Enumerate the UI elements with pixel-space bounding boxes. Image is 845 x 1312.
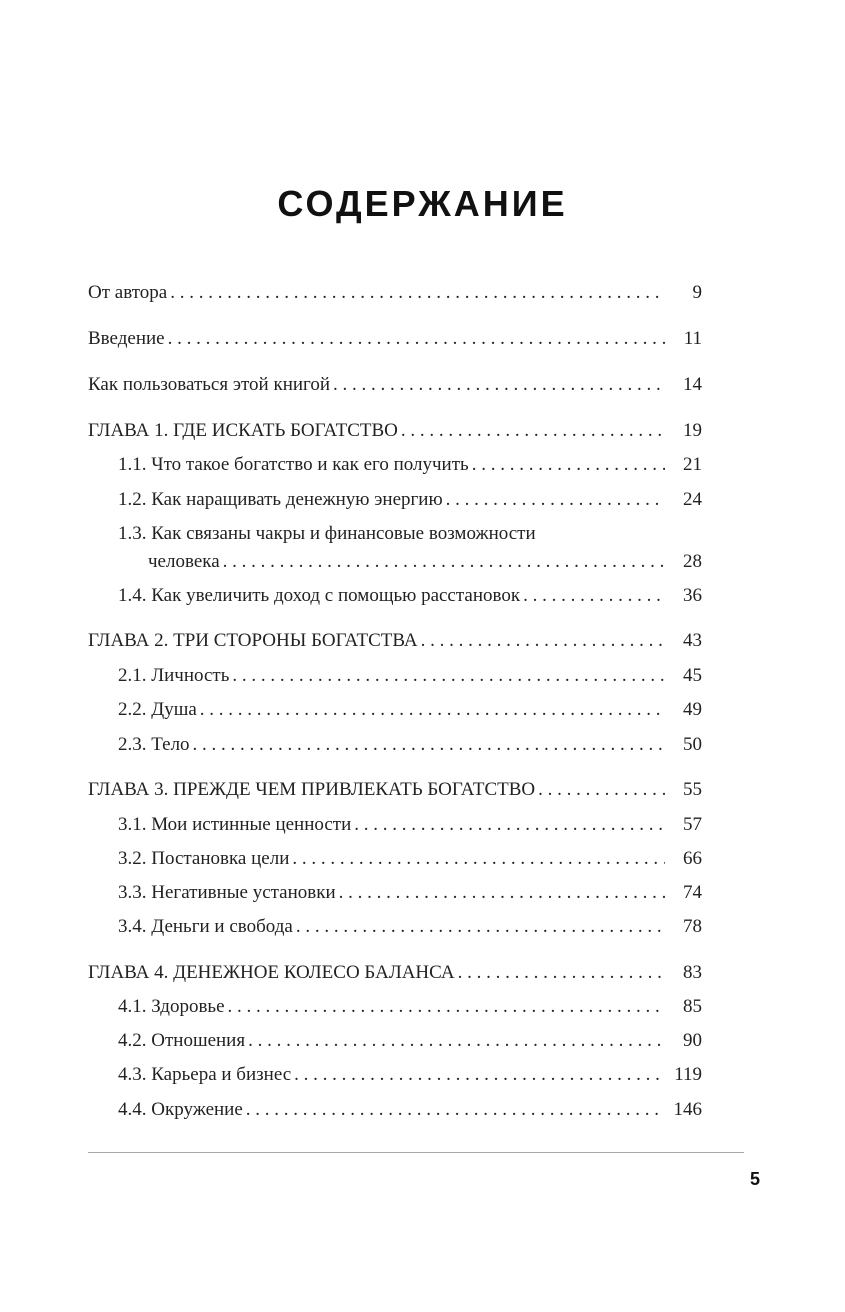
- toc-entry-text: От автора: [88, 282, 168, 303]
- toc-page-number: 11: [683, 328, 702, 349]
- toc-section-4-4[interactable]: [118, 1096, 702, 1124]
- dot-leader: [248, 1027, 665, 1055]
- dot-leader: [292, 845, 665, 873]
- toc-chapter-3[interactable]: [88, 776, 702, 804]
- toc-entry-text: Введение: [88, 328, 165, 349]
- toc-section-2-2[interactable]: [118, 696, 702, 724]
- dot-leader: [538, 776, 665, 804]
- dot-leader: [339, 879, 665, 907]
- toc-entry-text: 3.3. Негативные установки: [118, 882, 336, 903]
- page-title: СОДЕРЖАНИЕ: [277, 183, 568, 224]
- toc-page-number: 85: [683, 996, 702, 1017]
- toc-entry-text: 1.1. Что такое богатство и как его получить: [118, 454, 469, 475]
- toc-entry-text: ГЛАВА 2. ТРИ СТОРОНЫ БОГАТСТВА: [88, 630, 418, 651]
- dot-leader: [354, 811, 665, 839]
- toc-page-number: 21: [683, 454, 702, 475]
- toc-section-4-2[interactable]: [118, 1027, 702, 1055]
- toc-section-1-1[interactable]: [118, 451, 702, 479]
- toc-section-3-3[interactable]: [118, 879, 702, 907]
- toc-chapter-2[interactable]: [88, 627, 702, 655]
- toc-entry-text: 4.3. Карьера и бизнес: [118, 1064, 292, 1085]
- toc-page-number: 50: [683, 734, 702, 755]
- toc-entry-text: 3.4. Деньги и свобода: [118, 916, 293, 937]
- toc-page-number: 66: [683, 848, 702, 869]
- toc-entry-introduction[interactable]: [88, 325, 702, 353]
- toc-entry-text: человека: [148, 551, 220, 572]
- toc-page-number: 55: [683, 779, 702, 800]
- toc-page-number: 19: [683, 420, 702, 441]
- dot-leader: [246, 1096, 665, 1124]
- toc-page-number: 49: [683, 699, 702, 720]
- toc-section-2-1[interactable]: [118, 662, 702, 690]
- toc-entry-text: ГЛАВА 1. ГДЕ ИСКАТЬ БОГАТСТВО: [88, 420, 398, 441]
- toc-section-4-1[interactable]: [118, 993, 702, 1021]
- toc-entry-how-to-use[interactable]: [88, 371, 702, 399]
- toc-entry-text: 1.4. Как увеличить доход с помощью расстановок: [118, 585, 521, 606]
- dot-leader: [401, 417, 665, 445]
- toc-page-number: 146: [673, 1099, 702, 1120]
- dot-leader: [170, 279, 665, 307]
- dot-leader: [458, 959, 665, 987]
- toc-page-number: 14: [683, 374, 702, 395]
- toc-page-number: 36: [683, 585, 702, 606]
- toc-section-3-1[interactable]: [118, 811, 702, 839]
- toc-page-number: 119: [674, 1064, 702, 1085]
- toc-chapter-4[interactable]: [88, 959, 702, 987]
- toc-entry-text: 2.2. Душа: [118, 699, 197, 720]
- toc-entry-text: Как пользоваться этой книгой: [88, 374, 331, 395]
- toc-entry-text: 3.2. Постановка цели: [118, 848, 290, 869]
- toc-page-number: 9: [692, 282, 702, 303]
- toc-entry-text: 4.1. Здоровье: [118, 996, 225, 1017]
- dot-leader: [472, 451, 665, 479]
- toc-section-1-4[interactable]: [118, 582, 702, 610]
- toc-chapter-1[interactable]: [88, 417, 702, 445]
- toc-section-1-2[interactable]: [118, 486, 702, 514]
- toc-section-3-2[interactable]: [118, 845, 702, 873]
- toc-section-3-4[interactable]: [118, 913, 702, 941]
- toc-entry-text: ГЛАВА 4. ДЕНЕЖНОЕ КОЛЕСО БАЛАНСА: [88, 962, 455, 983]
- toc-page-number: 74: [683, 882, 702, 903]
- toc-page-number: 43: [683, 630, 702, 651]
- dot-leader: [200, 696, 665, 724]
- toc-section-4-3[interactable]: [118, 1061, 702, 1089]
- dot-leader: [421, 627, 665, 655]
- toc-page-number: 83: [683, 962, 702, 983]
- toc-entry-text: 4.2. Отношения: [118, 1030, 246, 1051]
- toc-entry-text: ГЛАВА 3. ПРЕЖДЕ ЧЕМ ПРИВЛЕКАТЬ БОГАТСТВО: [88, 779, 536, 800]
- toc-page-number: 45: [683, 665, 702, 686]
- toc-section-1-3[interactable]: [148, 548, 702, 576]
- toc-entry-text: 2.3. Тело: [118, 734, 190, 755]
- dot-leader: [296, 913, 665, 941]
- dot-leader: [193, 731, 665, 759]
- toc-entry-from-author[interactable]: [88, 279, 702, 307]
- toc-page-number: 57: [683, 814, 702, 835]
- footer-divider: [88, 1152, 744, 1153]
- toc-page-number: 90: [683, 1030, 702, 1051]
- toc-section-1-3-first-line[interactable]: 1.3. Как связаны чакры и финансовые возможности: [118, 523, 536, 544]
- dot-leader: [232, 662, 665, 690]
- toc-entry-text: 2.1. Личность: [118, 665, 230, 686]
- toc-page-number: 78: [683, 916, 702, 937]
- dot-leader: [333, 371, 665, 399]
- dot-leader: [523, 582, 665, 610]
- toc-section-2-3[interactable]: [118, 731, 702, 759]
- toc-page-number: 28: [683, 551, 702, 572]
- toc-entry-text: 1.2. Как наращивать денежную энергию: [118, 489, 443, 510]
- page-number: 5: [749, 1169, 760, 1189]
- dot-leader: [446, 486, 665, 514]
- toc-entry-text: 4.4. Окружение: [118, 1099, 243, 1120]
- dot-leader: [223, 548, 665, 576]
- dot-leader: [228, 993, 665, 1021]
- dot-leader: [168, 325, 665, 353]
- dot-leader: [294, 1061, 665, 1089]
- toc-entry-text: 3.1. Мои истинные ценности: [118, 814, 352, 835]
- toc-page-number: 24: [683, 489, 702, 510]
